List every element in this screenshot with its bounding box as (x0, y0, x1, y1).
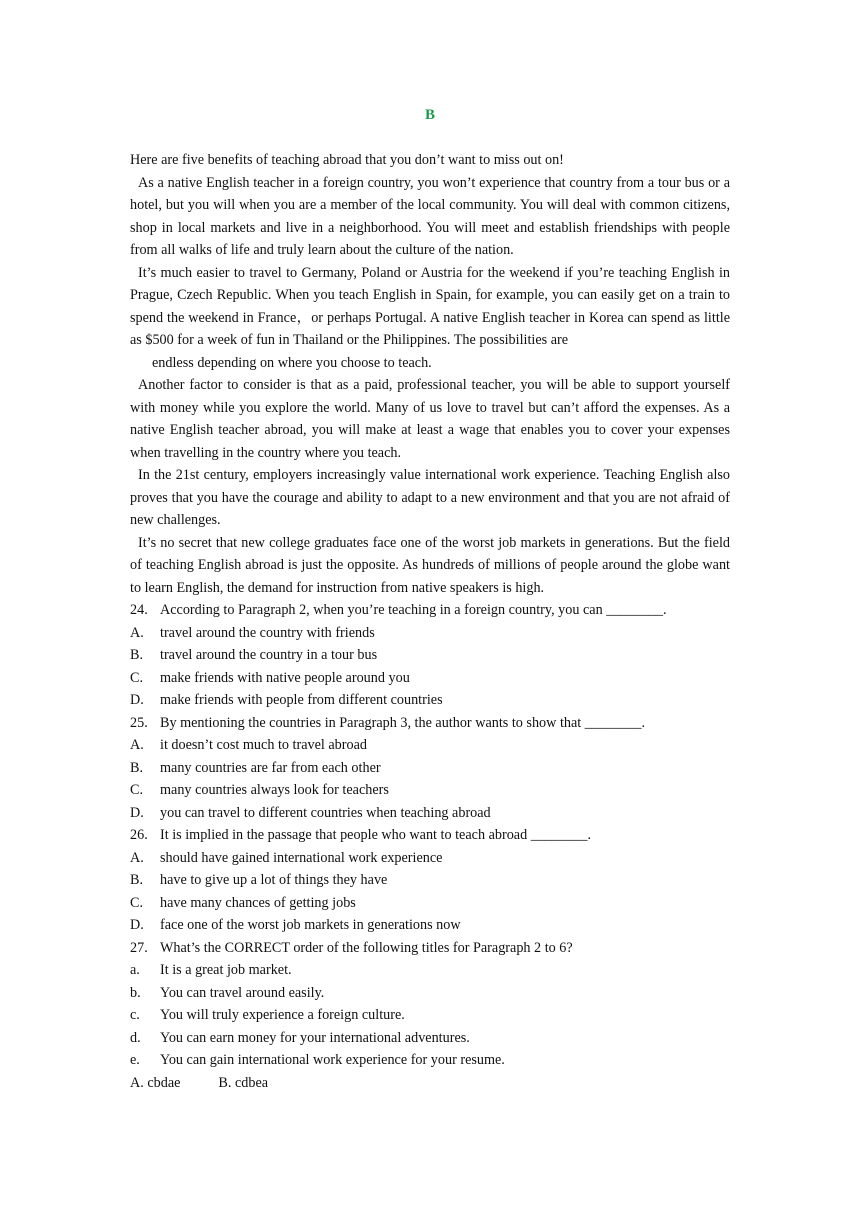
option-25-d[interactable] (130, 802, 730, 825)
title-item-e (130, 1049, 730, 1072)
option-key: B. (130, 647, 144, 663)
option-key: D. (130, 917, 144, 933)
option-text: have to give up a lot of things they have (160, 872, 388, 888)
option-24-c[interactable] (130, 667, 730, 690)
title-text: You can gain international work experience for your resume. (160, 1052, 505, 1068)
question-26 (130, 824, 730, 847)
title-text: You can travel around easily. (160, 984, 325, 1001)
option-key: B. (130, 872, 144, 888)
option-26-c[interactable] (130, 892, 730, 915)
question-number: 27. (130, 939, 148, 956)
option-25-a[interactable] (130, 734, 730, 757)
question-number: 24. (130, 602, 148, 618)
title-text: You will truly experience a foreign culture. (160, 1007, 405, 1023)
document-page (130, 104, 730, 1094)
question-25 (130, 712, 730, 735)
title-item-d (130, 1027, 730, 1050)
question-number: 25. (130, 714, 148, 731)
question-text: By mentioning the countries in Paragraph 3, the author wants to show that ________. (160, 714, 646, 731)
question-24 (130, 599, 730, 622)
question-text: It is implied in the passage that people who want to teach abroad ________. (160, 827, 592, 843)
title-text: You can earn money for your international adventures. (160, 1029, 470, 1046)
option-26-a[interactable] (130, 847, 730, 870)
option-text: face one of the worst job markets in generations now (160, 917, 461, 933)
option-text: travel around the country with friends (160, 624, 375, 641)
paragraph-2: As a native English teacher in a foreign country, you won’t experience that country from a tour bus or a hotel, but you will when you are a member of the local community. You will deal with common citizens, shop in local markets and live in a neighborhood. You will meet and establish friendships with people from all walks of life and truly learn about the culture of the nation. (130, 174, 730, 258)
option-25-c[interactable] (130, 779, 730, 802)
option-key: C. (130, 669, 144, 686)
option-text: make friends with native people around you (160, 669, 410, 686)
title-key: e. (130, 1052, 140, 1068)
option-text: should have gained international work experience (160, 849, 443, 866)
option-24-a[interactable] (130, 622, 730, 645)
paragraph-5: In the 21st century, employers increasingly value international work experience. Teaching English also proves that you have the courage and ability to adapt to a new environment and that you are not afraid of new challenges. (130, 467, 730, 528)
title-item-c (130, 1004, 730, 1027)
section-title: B (424, 107, 435, 123)
option-key: A. (130, 624, 144, 641)
option-26-b[interactable] (130, 869, 730, 892)
title-item-b (130, 982, 730, 1005)
option-text: many countries are far from each other (160, 759, 381, 776)
title-key: d. (130, 1029, 141, 1046)
title-text: It is a great job market. (160, 962, 292, 978)
intro-line: Here are five benefits of teaching abroad that you don’t want to miss out on! (130, 152, 564, 168)
title-key: c. (130, 1007, 140, 1023)
title-item-a (130, 959, 730, 982)
answer-choices-27 (130, 1072, 730, 1095)
option-text: travel around the country in a tour bus (160, 647, 378, 663)
paragraph-3-end: endless depending on where you choose to teach. (152, 354, 432, 371)
question-number: 26. (130, 827, 148, 843)
answer-option-b[interactable]: B. cdbea (218, 1074, 269, 1091)
option-key: D. (130, 804, 144, 821)
option-text: many countries always look for teachers (160, 782, 389, 798)
paragraph-3 (130, 262, 730, 352)
option-text: make friends with people from different countries (160, 692, 443, 708)
option-24-d[interactable] (130, 689, 730, 712)
paragraph-4: Another factor to consider is that as a paid, professional teacher, you will be able to support yourself with money while you explore the world. Many of us love to travel but can’t afford the expenses. As a native English teacher abroad, you will make at least a wage that enables you to cover your expenses when travelling in the country where you teach. (130, 377, 730, 461)
option-text: have many chances of getting jobs (160, 894, 356, 911)
title-key: b. (130, 984, 141, 1001)
question-27 (130, 937, 730, 960)
option-key: B. (130, 759, 144, 776)
option-key: A. (130, 737, 144, 753)
option-key: D. (130, 692, 144, 708)
option-key: C. (130, 782, 144, 798)
question-text: What’s the CORRECT order of the following titles for Paragraph 2 to 6? (160, 939, 573, 956)
option-24-b[interactable] (130, 644, 730, 667)
option-text: you can travel to different countries when teaching abroad (160, 804, 491, 821)
option-25-b[interactable] (130, 757, 730, 780)
paragraph-3-text: It’s much easier to travel to Germany, Poland or Austria for the weekend if you’re teaching English in Prague, Czech Republic. When you teach English in Spain, for example, you can easily get on a train to spend the weekend in France，or perhaps Portugal. A native English teacher in Korea can spend as little as $500 for a week of fun in Thailand or the Philippines. The possibilities are (130, 264, 730, 348)
question-text: According to Paragraph 2, when you’re teaching in a foreign country, you can ________. (160, 602, 667, 618)
option-key: A. (130, 849, 144, 866)
option-text: it doesn’t cost much to travel abroad (160, 737, 367, 753)
title-key: a. (130, 962, 140, 978)
answer-option-a[interactable]: A. cbdae (130, 1074, 181, 1091)
option-key: C. (130, 894, 144, 911)
paragraph-6: It’s no secret that new college graduates face one of the worst job markets in generations. But the field of teaching English abroad is just the opposite. As hundreds of millions of people around the globe want to learn English, the demand for instruction from native speakers is high. (130, 534, 730, 596)
option-26-d[interactable] (130, 914, 730, 937)
paragraph-3-continued (130, 352, 730, 375)
